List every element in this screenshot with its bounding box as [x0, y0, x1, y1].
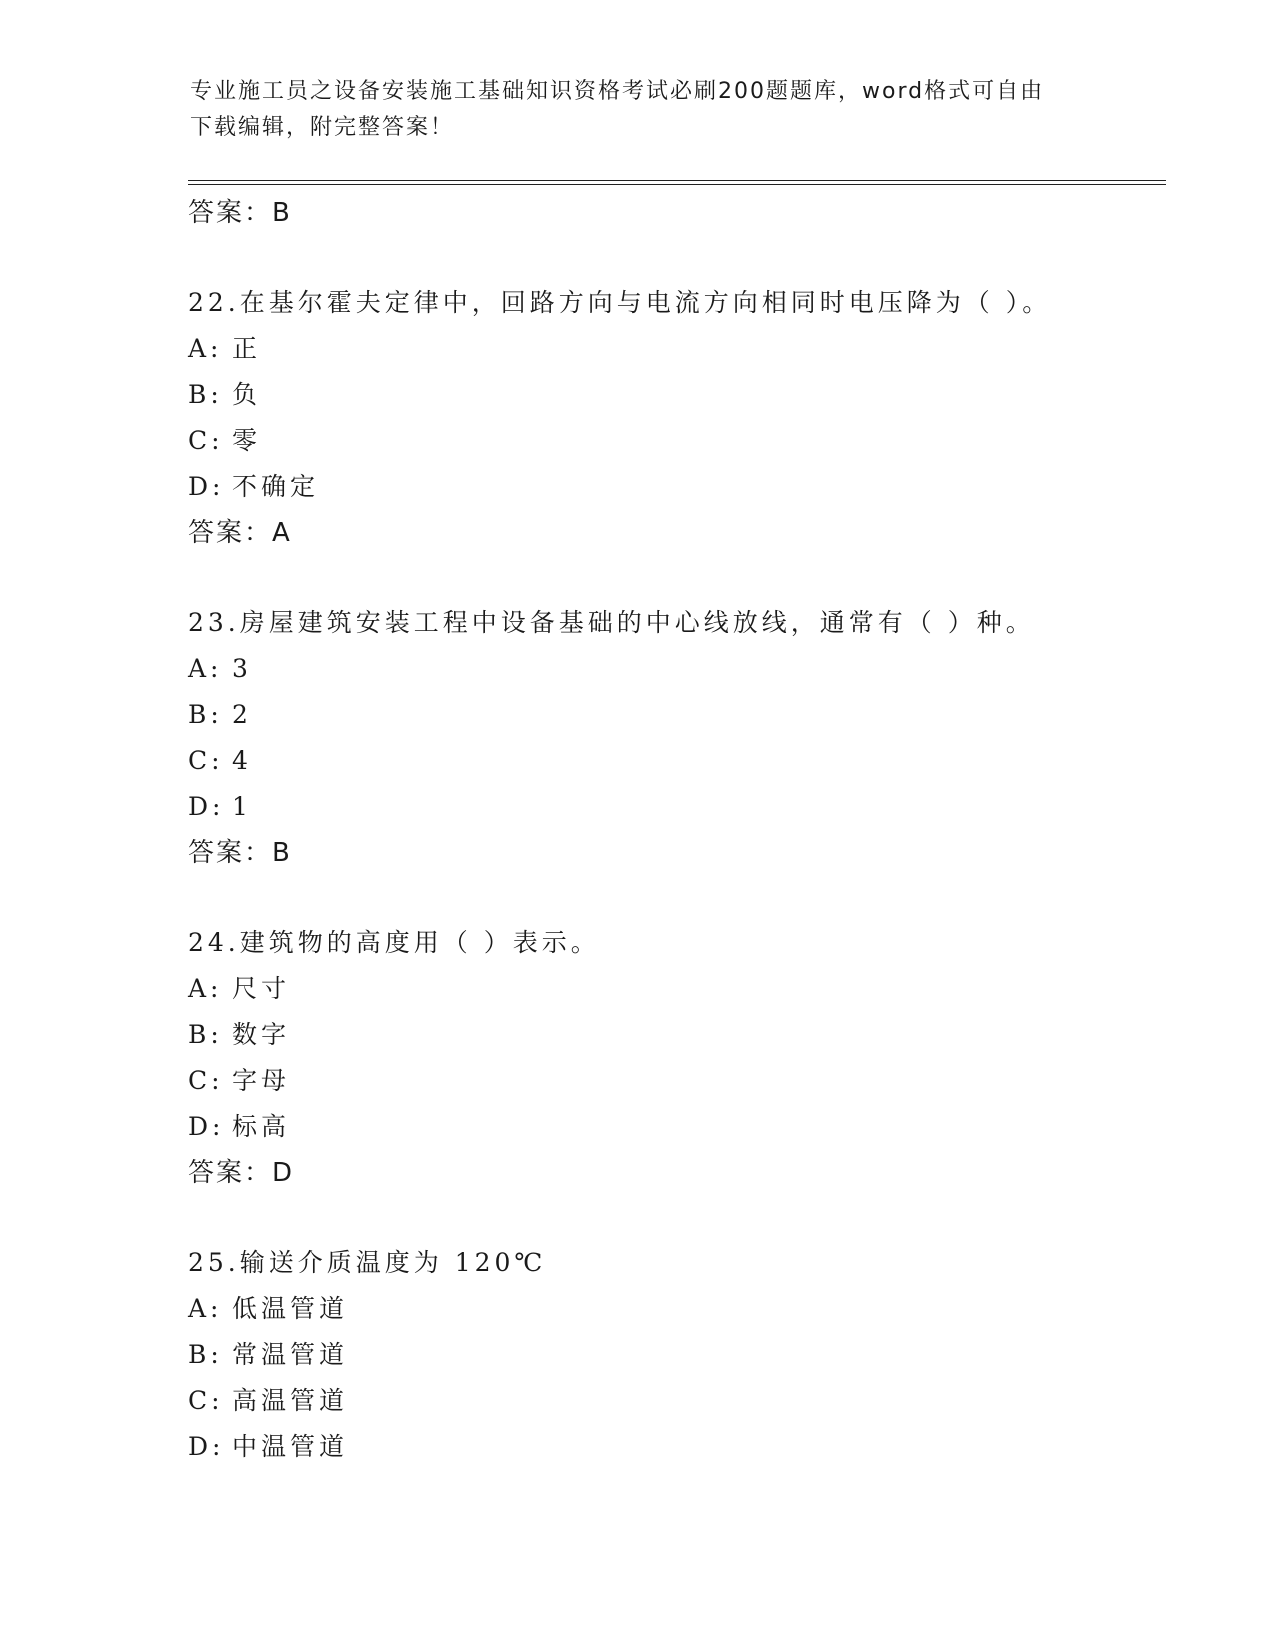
option-c: C: 零: [188, 426, 262, 455]
option-d: D: 标高: [188, 1112, 291, 1141]
question-block: [188, 280, 1168, 556]
question-stem: 24.建筑物的高度用（ ）表示。: [188, 928, 600, 957]
question-stem: 25.输送介质温度为 120℃: [188, 1248, 547, 1277]
option-a: A: 低温管道: [188, 1294, 349, 1323]
header-divider-bottom: [188, 184, 1166, 185]
option-d: D: 不确定: [188, 472, 320, 501]
option-b: B: 数字: [188, 1020, 291, 1049]
option-d: D: 中温管道: [188, 1432, 349, 1461]
option-c: C: 高温管道: [188, 1386, 349, 1415]
option-b: B: 负: [188, 380, 262, 409]
header-line-1: 专业施工员之设备安装施工基础知识资格考试必刷200题题库，word格式可自由: [190, 79, 1045, 104]
option-b: B: 2: [188, 700, 252, 729]
header-divider-top: [188, 180, 1166, 181]
option-d: D: 1: [188, 792, 252, 821]
option-c: C: 字母: [188, 1066, 291, 1095]
document-header: [190, 74, 1090, 146]
answer-line: 答案：B: [188, 198, 292, 228]
question-block: [188, 920, 1168, 1196]
option-c: C: 4: [188, 746, 252, 775]
question-stem: 22.在基尔霍夫定律中，回路方向与电流方向相同时电压降为（ ）。: [188, 288, 1052, 317]
answer-line: 答案：B: [188, 838, 292, 868]
question-list: [188, 190, 1168, 1470]
option-a: A: 正: [188, 334, 262, 363]
header-line-2: 下载编辑，附完整答案！: [190, 115, 455, 140]
answer-line: 答案：D: [188, 1158, 295, 1188]
question-stem: 23.房屋建筑安装工程中设备基础的中心线放线，通常有（ ）种。: [188, 608, 1035, 637]
question-block: [188, 600, 1168, 876]
option-b: B: 常温管道: [188, 1340, 349, 1369]
question-block: [188, 1240, 1168, 1470]
option-a: A: 3: [188, 654, 252, 683]
option-a: A: 尺寸: [188, 974, 291, 1003]
answer-line: 答案：A: [188, 518, 292, 548]
